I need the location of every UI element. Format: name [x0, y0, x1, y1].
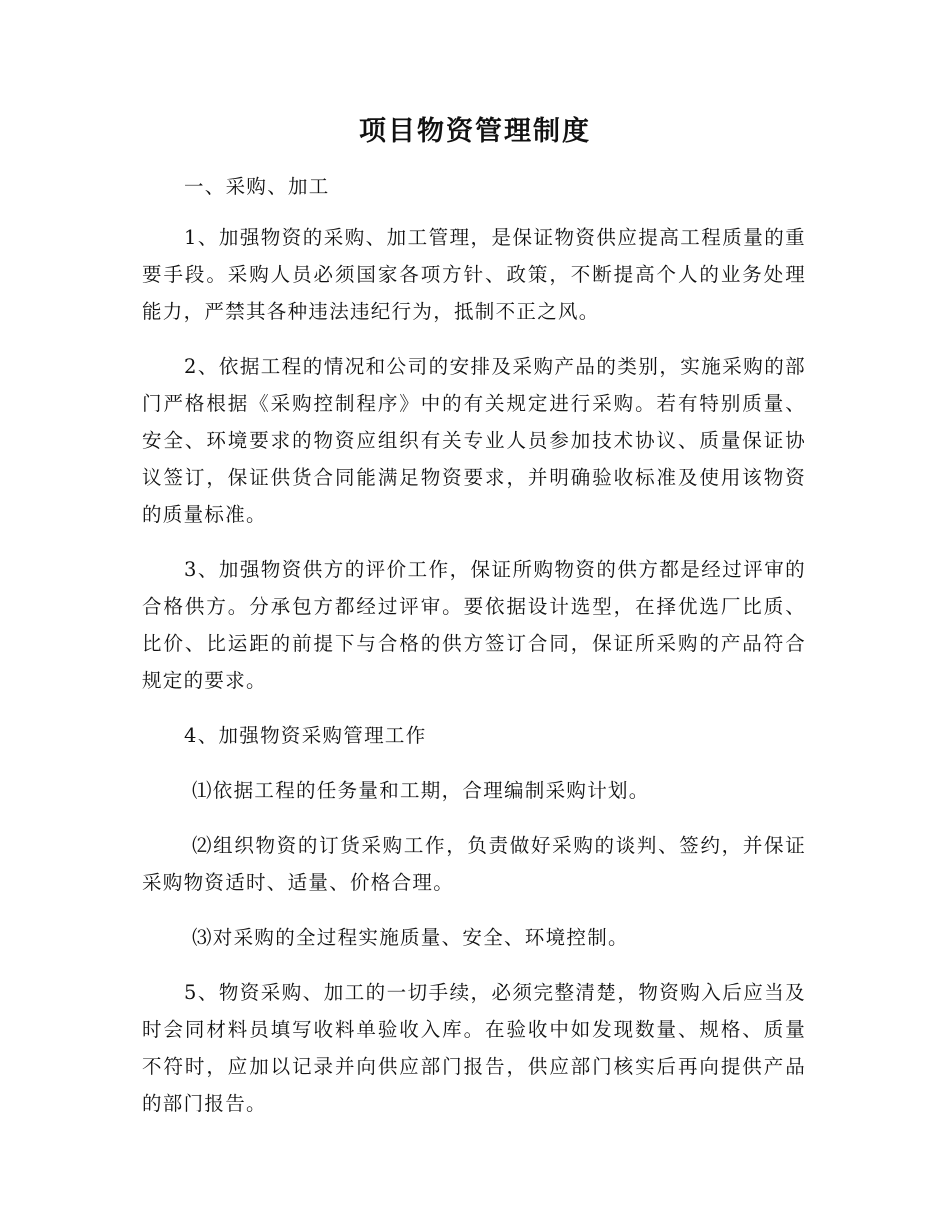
paragraph-1: 1、加强物资的采购、加工管理，是保证物资供应提高工程质量的重要手段。采购人员必须国家各项方针、政策，不断提高个人的业务处理能力，严禁其各种违法违纪行为，抵制不正之风。	[142, 226, 806, 323]
document-title: 项目物资管理制度	[359, 116, 591, 147]
paragraph-4: 4、加强物资采购管理工作	[184, 724, 427, 747]
paragraph-5: 5、物资采购、加工的一切手续，必须完整清楚，物资购入后应当及时会同材料员填写收料单验收入库。在验收中如发现数量、规格、质量不符时，应加以记录并向供应部门报告，供应部门核实后再向提供产品的部门报告。	[142, 981, 806, 1115]
paragraph-2: 2、依据工程的情况和公司的安排及采购产品的类别，实施采购的部门严格根据《采购控制程序》中的有关规定进行采购。若有特别质量、安全、环境要求的物资应组织有关专业人员参加技术协议、质量保证协议签订，保证供货合同能满足物资要求，并明确验收标准及使用该物资的质量标准。	[142, 355, 806, 526]
paragraph-4-item-3: ⑶对采购的全过程实施质量、安全、环境控制。	[192, 926, 629, 949]
paragraph-4-item-1: ⑴依据工程的任务量和工期，合理编制采购计划。	[192, 779, 650, 802]
paragraph-4-item-2: ⑵组织物资的订货采购工作，负责做好采购的谈判、签约，并保证采购物资适时、适量、价格合理。	[142, 834, 806, 894]
section-heading: 一、采购、加工	[184, 175, 330, 198]
paragraph-3: 3、加强物资供方的评价工作，保证所购物资的供方都是经过评审的合格供方。分承包方都经过评审。要依据设计选型，在择优选厂比质、比价、比运距的前提下与合格的供方签订合同，保证所采购的产品符合规定的要求。	[142, 558, 806, 692]
document-body	[142, 168, 806, 1122]
